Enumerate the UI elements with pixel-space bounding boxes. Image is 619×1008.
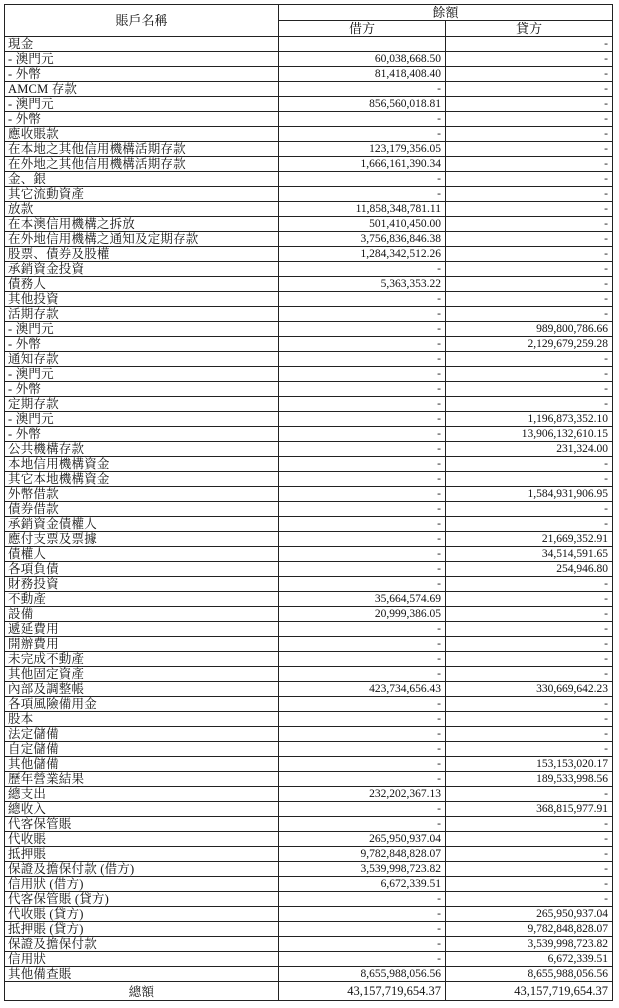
account-name-cell: 債權人 — [5, 547, 279, 562]
table-row — [5, 217, 613, 232]
credit-cell: - — [446, 502, 613, 517]
table-row — [5, 817, 613, 832]
table-row — [5, 772, 613, 787]
account-name-cell: 金、銀 — [5, 172, 279, 187]
credit-cell: - — [446, 97, 613, 112]
credit-cell: 1,584,931,906.95 — [446, 487, 613, 502]
table-row — [5, 952, 613, 967]
account-name-cell: 承銷資金投資 — [5, 262, 279, 277]
debit-cell: - — [279, 337, 446, 352]
table-row — [5, 967, 613, 982]
table-row — [5, 712, 613, 727]
account-name-cell: 代收賬 — [5, 832, 279, 847]
debit-cell: 856,560,018.81 — [279, 97, 446, 112]
credit-cell: 265,950,937.04 — [446, 907, 613, 922]
total-row — [5, 982, 613, 1001]
account-name-cell: AMCM 存款 — [5, 82, 279, 97]
account-name-cell: 應收賬款 — [5, 127, 279, 142]
credit-cell: - — [446, 457, 613, 472]
table-row — [5, 877, 613, 892]
table-row — [5, 742, 613, 757]
debit-cell: - — [279, 517, 446, 532]
credit-cell: - — [446, 652, 613, 667]
debit-cell: - — [279, 742, 446, 757]
debit-cell: - — [279, 412, 446, 427]
table-row — [5, 97, 613, 112]
debit-cell: 60,038,668.50 — [279, 52, 446, 67]
credit-cell: - — [446, 82, 613, 97]
credit-cell: - — [446, 727, 613, 742]
debit-cell: 501,410,450.00 — [279, 217, 446, 232]
credit-cell: 153,153,020.17 — [446, 757, 613, 772]
credit-cell: 231,324.00 — [446, 442, 613, 457]
table-row — [5, 802, 613, 817]
credit-cell: - — [446, 472, 613, 487]
table-row — [5, 52, 613, 67]
credit-cell: 8,655,988,056.56 — [446, 967, 613, 982]
debit-cell: 1,284,342,512.26 — [279, 247, 446, 262]
table-row — [5, 202, 613, 217]
account-name-cell: - 外幣 — [5, 67, 279, 82]
debit-cell: - — [279, 727, 446, 742]
account-name-cell: 內部及調整帳 — [5, 682, 279, 697]
credit-cell: 189,533,998.56 — [446, 772, 613, 787]
table-row — [5, 337, 613, 352]
account-name-cell: - 外幣 — [5, 112, 279, 127]
debit-cell: 423,734,656.43 — [279, 682, 446, 697]
account-name-cell: 代收賬 (貸方) — [5, 907, 279, 922]
debit-cell: - — [279, 487, 446, 502]
account-name-cell: 債券借款 — [5, 502, 279, 517]
credit-cell: - — [446, 607, 613, 622]
account-name-cell: - 澳門元 — [5, 322, 279, 337]
debit-cell: - — [279, 817, 446, 832]
account-name-cell: 代客保管賬 — [5, 817, 279, 832]
account-name-cell: 信用狀 (借方) — [5, 877, 279, 892]
table-row — [5, 637, 613, 652]
table-row — [5, 892, 613, 907]
table-row — [5, 142, 613, 157]
credit-cell: - — [446, 382, 613, 397]
credit-cell: - — [446, 112, 613, 127]
credit-cell: - — [446, 157, 613, 172]
account-name-cell: - 澳門元 — [5, 97, 279, 112]
trial-balance-table — [4, 4, 613, 1001]
table-row — [5, 682, 613, 697]
account-name-cell: 股票、債券及股權 — [5, 247, 279, 262]
table-row — [5, 187, 613, 202]
table-row — [5, 232, 613, 247]
credit-cell: 34,514,591.65 — [446, 547, 613, 562]
account-name-cell: 定期存款 — [5, 397, 279, 412]
debit-cell: - — [279, 652, 446, 667]
debit-cell: - — [279, 82, 446, 97]
account-name-cell: 其他備查賬 — [5, 967, 279, 982]
trial-balance-sheet — [4, 4, 612, 1001]
credit-cell: - — [446, 262, 613, 277]
credit-cell: - — [446, 667, 613, 682]
account-name-cell: 債務人 — [5, 277, 279, 292]
table-row — [5, 307, 613, 322]
credit-cell: - — [446, 202, 613, 217]
credit-cell: - — [446, 52, 613, 67]
table-row — [5, 607, 613, 622]
account-name-cell: 抵押賬 — [5, 847, 279, 862]
account-name-cell: 開辦費用 — [5, 637, 279, 652]
table-row — [5, 37, 613, 52]
account-name-cell: 各項風險備用金 — [5, 697, 279, 712]
account-name-cell: - 外幣 — [5, 337, 279, 352]
debit-cell: - — [279, 352, 446, 367]
account-name-cell: 放款 — [5, 202, 279, 217]
credit-cell: 6,672,339.51 — [446, 952, 613, 967]
debit-cell: 5,363,353.22 — [279, 277, 446, 292]
total-label: 總額 — [5, 982, 279, 1001]
credit-cell: - — [446, 697, 613, 712]
table-row — [5, 832, 613, 847]
account-name-cell: 活期存款 — [5, 307, 279, 322]
table-row — [5, 292, 613, 307]
debit-cell: - — [279, 892, 446, 907]
account-name-cell: 保證及擔保付款 — [5, 937, 279, 952]
account-name-cell: 抵押賬 (貸方) — [5, 922, 279, 937]
debit-cell: - — [279, 457, 446, 472]
credit-cell: 2,129,679,259.28 — [446, 337, 613, 352]
account-name-cell: - 澳門元 — [5, 367, 279, 382]
debit-cell: - — [279, 502, 446, 517]
account-name-header: 賬戶名稱 — [5, 5, 279, 37]
account-name-cell: 在本地之其他信用機構活期存款 — [5, 142, 279, 157]
debit-cell: 3,756,836,846.38 — [279, 232, 446, 247]
credit-cell: - — [446, 637, 613, 652]
credit-cell: 330,669,642.23 — [446, 682, 613, 697]
credit-cell: - — [446, 742, 613, 757]
credit-cell: - — [446, 712, 613, 727]
table-row — [5, 937, 613, 952]
debit-cell: 11,858,348,781.11 — [279, 202, 446, 217]
table-row — [5, 352, 613, 367]
credit-cell: - — [446, 892, 613, 907]
credit-cell: 3,539,998,723.82 — [446, 937, 613, 952]
account-name-cell: 本地信用機構資金 — [5, 457, 279, 472]
account-name-cell: 其他投資 — [5, 292, 279, 307]
debit-cell: - — [279, 442, 446, 457]
table-row — [5, 697, 613, 712]
table-header — [5, 5, 613, 37]
debit-cell: 8,655,988,056.56 — [279, 967, 446, 982]
total-debit: 43,157,719,654.37 — [279, 982, 446, 1001]
account-name-cell: 不動產 — [5, 592, 279, 607]
credit-cell: - — [446, 517, 613, 532]
credit-cell: - — [446, 817, 613, 832]
table-row — [5, 532, 613, 547]
debit-cell: - — [279, 397, 446, 412]
account-name-cell: 法定儲備 — [5, 727, 279, 742]
debit-cell: - — [279, 952, 446, 967]
table-footer — [5, 982, 613, 1001]
credit-cell: 13,906,132,610.15 — [446, 427, 613, 442]
account-name-cell: - 澳門元 — [5, 412, 279, 427]
debit-cell: - — [279, 262, 446, 277]
table-row — [5, 487, 613, 502]
debit-cell: - — [279, 922, 446, 937]
table-row — [5, 322, 613, 337]
debit-cell: - — [279, 547, 446, 562]
credit-cell: - — [446, 127, 613, 142]
credit-cell: - — [446, 172, 613, 187]
table-row — [5, 922, 613, 937]
table-row — [5, 547, 613, 562]
credit-cell: 1,196,873,352.10 — [446, 412, 613, 427]
account-name-cell: 未完成不動產 — [5, 652, 279, 667]
credit-cell: - — [446, 232, 613, 247]
debit-cell: - — [279, 712, 446, 727]
credit-cell: 9,782,848,828.07 — [446, 922, 613, 937]
account-name-cell: 自定儲備 — [5, 742, 279, 757]
table-row — [5, 172, 613, 187]
table-row — [5, 502, 613, 517]
debit-cell: - — [279, 427, 446, 442]
table-row — [5, 577, 613, 592]
debit-cell: 9,782,848,828.07 — [279, 847, 446, 862]
account-name-cell: 外幣借款 — [5, 487, 279, 502]
credit-cell: - — [446, 862, 613, 877]
account-name-cell: - 外幣 — [5, 382, 279, 397]
account-name-cell: 承銷資金債權人 — [5, 517, 279, 532]
debit-cell: - — [279, 292, 446, 307]
credit-cell: 254,946.80 — [446, 562, 613, 577]
credit-cell: - — [446, 247, 613, 262]
account-name-cell: - 外幣 — [5, 427, 279, 442]
debit-cell: - — [279, 562, 446, 577]
table-row — [5, 592, 613, 607]
debit-cell: 3,539,998,723.82 — [279, 862, 446, 877]
account-name-cell: 保證及擔保付款 (借方) — [5, 862, 279, 877]
table-row — [5, 442, 613, 457]
table-row — [5, 457, 613, 472]
debit-cell: - — [279, 382, 446, 397]
credit-cell: - — [446, 622, 613, 637]
credit-cell: - — [446, 37, 613, 52]
debit-cell: - — [279, 622, 446, 637]
account-name-cell: 通知存款 — [5, 352, 279, 367]
account-name-cell: 在本澳信用機構之拆放 — [5, 217, 279, 232]
debit-cell: - — [279, 697, 446, 712]
credit-cell: - — [446, 367, 613, 382]
credit-cell: 368,815,977.91 — [446, 802, 613, 817]
table-row — [5, 82, 613, 97]
debit-cell: 265,950,937.04 — [279, 832, 446, 847]
credit-cell: - — [446, 292, 613, 307]
debit-cell: 123,179,356.05 — [279, 142, 446, 157]
debit-cell: - — [279, 637, 446, 652]
table-row — [5, 622, 613, 637]
table-row — [5, 727, 613, 742]
account-name-cell: 各項負債 — [5, 562, 279, 577]
debit-cell: 35,664,574.69 — [279, 592, 446, 607]
debit-cell: - — [279, 757, 446, 772]
debit-cell: 232,202,367.13 — [279, 787, 446, 802]
credit-cell: - — [446, 307, 613, 322]
account-name-cell: 公共機構存款 — [5, 442, 279, 457]
credit-cell: 21,669,352.91 — [446, 532, 613, 547]
table-row — [5, 247, 613, 262]
account-name-cell: 財務投資 — [5, 577, 279, 592]
debit-cell: - — [279, 937, 446, 952]
debit-cell: - — [279, 112, 446, 127]
credit-cell: - — [446, 187, 613, 202]
credit-cell: - — [446, 352, 613, 367]
credit-cell: - — [446, 832, 613, 847]
table-row — [5, 427, 613, 442]
table-row — [5, 127, 613, 142]
account-name-cell: 其它本地機構資金 — [5, 472, 279, 487]
debit-cell: - — [279, 532, 446, 547]
debit-cell: - — [279, 127, 446, 142]
table-row — [5, 757, 613, 772]
table-row — [5, 652, 613, 667]
table-row — [5, 472, 613, 487]
credit-cell: - — [446, 847, 613, 862]
debit-cell: - — [279, 367, 446, 382]
table-row — [5, 382, 613, 397]
table-row — [5, 517, 613, 532]
credit-header: 貸方 — [446, 21, 613, 37]
debit-cell: - — [279, 667, 446, 682]
credit-cell: - — [446, 67, 613, 82]
table-row — [5, 562, 613, 577]
credit-cell: - — [446, 577, 613, 592]
debit-cell: - — [279, 577, 446, 592]
account-name-cell: 其它流動資產 — [5, 187, 279, 202]
table-row — [5, 907, 613, 922]
credit-cell: - — [446, 277, 613, 292]
debit-cell: 20,999,386.05 — [279, 607, 446, 622]
table-row — [5, 367, 613, 382]
table-row — [5, 397, 613, 412]
table-row — [5, 157, 613, 172]
account-name-cell: 總支出 — [5, 787, 279, 802]
account-name-cell: 遞延費用 — [5, 622, 279, 637]
table-row — [5, 67, 613, 82]
account-name-cell: 其他儲備 — [5, 757, 279, 772]
account-name-cell: 信用狀 — [5, 952, 279, 967]
account-name-cell: 現金 — [5, 37, 279, 52]
total-credit: 43,157,719,654.37 — [446, 982, 613, 1001]
debit-cell: - — [279, 307, 446, 322]
table-row — [5, 862, 613, 877]
debit-cell: - — [279, 472, 446, 487]
debit-cell: - — [279, 907, 446, 922]
table-row — [5, 277, 613, 292]
account-name-cell: 其他固定資產 — [5, 667, 279, 682]
table-row — [5, 412, 613, 427]
debit-cell: - — [279, 322, 446, 337]
table-row — [5, 112, 613, 127]
account-name-cell: 代客保管賬 (貸方) — [5, 892, 279, 907]
account-name-cell: 在外地信用機構之通知及定期存款 — [5, 232, 279, 247]
table-row — [5, 667, 613, 682]
debit-cell: - — [279, 187, 446, 202]
account-name-cell: 在外地之其他信用機構活期存款 — [5, 157, 279, 172]
credit-cell: - — [446, 592, 613, 607]
debit-cell — [279, 37, 446, 52]
table-row — [5, 787, 613, 802]
table-row — [5, 262, 613, 277]
balance-header: 餘額 — [279, 5, 613, 21]
credit-cell: - — [446, 217, 613, 232]
debit-cell: 81,418,408.40 — [279, 67, 446, 82]
credit-cell: - — [446, 142, 613, 157]
credit-cell: - — [446, 877, 613, 892]
account-name-cell: 總收入 — [5, 802, 279, 817]
account-name-cell: 設備 — [5, 607, 279, 622]
account-name-cell: 應付支票及票據 — [5, 532, 279, 547]
debit-cell: 1,666,161,390.34 — [279, 157, 446, 172]
table-body — [5, 37, 613, 982]
credit-cell: - — [446, 397, 613, 412]
debit-cell: - — [279, 172, 446, 187]
table-row — [5, 847, 613, 862]
account-name-cell: - 澳門元 — [5, 52, 279, 67]
debit-header: 借方 — [279, 21, 446, 37]
account-name-cell: 股本 — [5, 712, 279, 727]
credit-cell: 989,800,786.66 — [446, 322, 613, 337]
account-name-cell: 歷年營業結果 — [5, 772, 279, 787]
debit-cell: - — [279, 772, 446, 787]
debit-cell: 6,672,339.51 — [279, 877, 446, 892]
debit-cell: - — [279, 802, 446, 817]
credit-cell: - — [446, 787, 613, 802]
